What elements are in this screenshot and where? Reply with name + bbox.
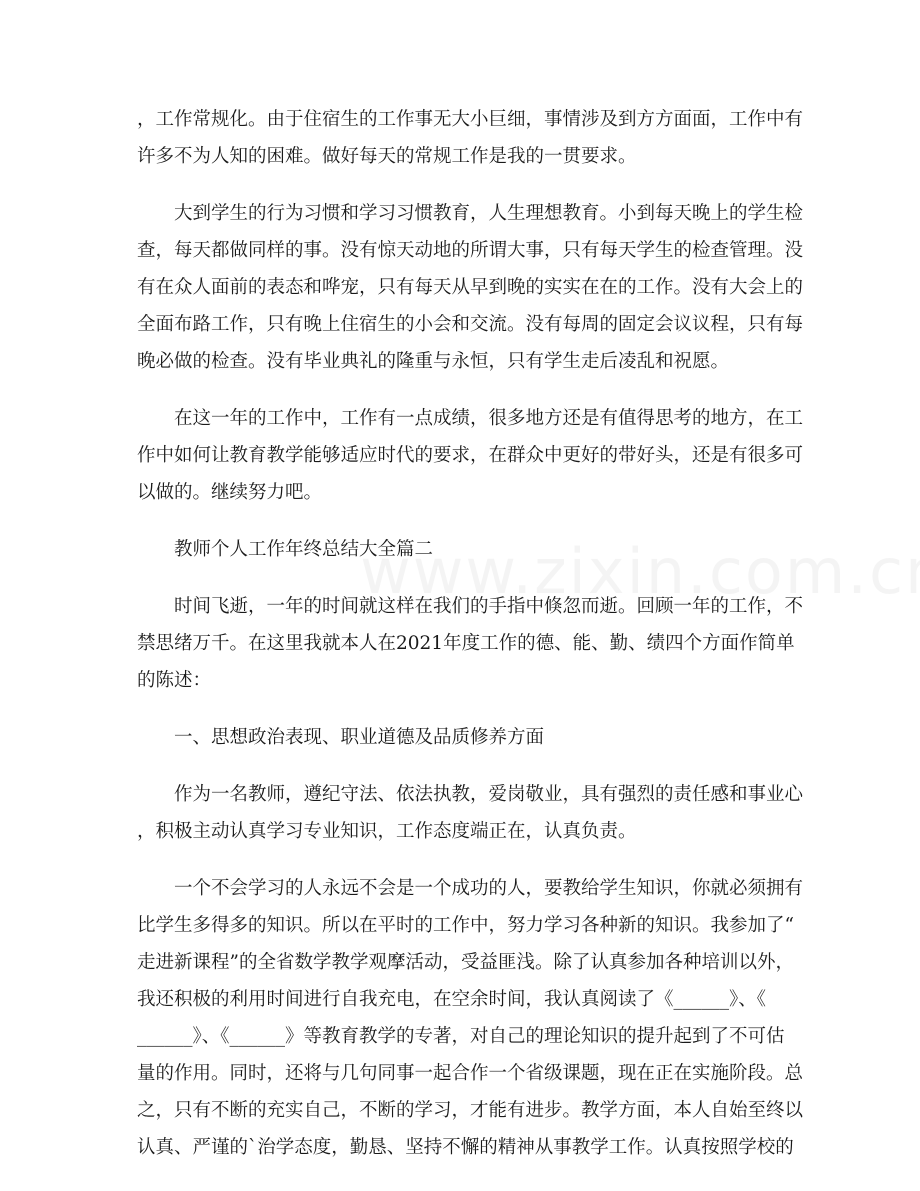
text-line: 的陈述： [137,670,212,691]
text-line: 我还积极的利用时间进行自我充电，在空余时间，我认真阅读了《______》、《 [137,989,767,1010]
text-line: 量的作用。同时，还将与几句同事一起合作一个省级课题，现在正在实施阶段。总 [137,1063,804,1084]
text-line: 走进新课程”的全省数学教学观摩活动，受益匪浅。除了认真参加各种培训以外， [137,952,794,973]
text-line: 有在众人面前的表态和哗宠，只有每天从早到晚的实实在在的工作。没有大会上的 [137,277,804,298]
text-line: 时间飞逝，一年的时间就这样在我们的手指中倏忽而逝。回顾一年的工作，不 [174,596,804,617]
paragraph [137,101,804,175]
text-line: ______》、《______》等教育教学的专著，对自己的理论知识的提升起到了不可估 [137,1026,785,1047]
text-line: 在这一年的工作中，工作有一点成绩，很多地方还是有值得思考的地方，在工 [174,408,804,429]
text-line: 之，只有不断的充实自己，不断的学习，才能有进步。教学方面，本人自始至终以 [137,1100,804,1121]
text-line: 认真、严谨的`治学态度，勤恳、坚持不懈的精神从事教学工作。认真按照学校的 [137,1137,794,1158]
section-heading [137,531,787,568]
text-line: 许多不为人知的困难。做好每天的常规工作是我的一贯要求。 [137,146,637,167]
text-line: 禁思绪万千。在这里我就本人在2021年度工作的德、能、勤、绩四个方面作简单 [137,633,795,654]
document-body [137,101,804,1186]
text-line: 教师个人工作年终总结大全篇二 [174,539,434,560]
paragraph [137,195,804,380]
paragraph [137,588,804,699]
paragraph [137,870,804,1166]
text-line: 一、思想政治表现、职业道德及品质修养方面 [174,727,545,748]
paragraph [137,776,804,850]
text-line: 一个不会学习的人永远不会是一个成功的人，要教给学生知识，你就必须拥有 [174,878,804,899]
text-line: 大到学生的行为习惯和学习习惯教育，人生理想教育。小到每天晚上的学生检 [174,203,804,224]
text-line: ，积极主动认真学习专业知识，工作态度端正在，认真负责。 [137,821,637,842]
text-line: 以做的。继续努力吧。 [137,482,323,503]
text-line: 作中如何让教育教学能够适应时代的要求，在群众中更好的带好头，还是有很多可 [137,445,804,466]
text-line: 晚必做的检查。没有毕业典礼的隆重与永恒，只有学生走后凌乱和祝愿。 [137,351,730,372]
text-line: 查，每天都做同样的事。没有惊天动地的所谓大事，只有每天学生的检查管理。没 [137,240,804,261]
text-line: ，工作常规化。由于住宿生的工作事无大小巨细，事情涉及到方方面面，工作中有 [137,109,804,130]
text-line: 作为一名教师，遵纪守法、依法执教，爱岗敬业，具有强烈的责任感和事业心 [174,784,804,805]
text-line: 比学生多得多的知识。所以在平时的工作中，努力学习各种新的知识。我参加了“ [137,915,794,936]
section-heading [137,719,787,756]
text-line: 全面布路工作，只有晚上住宿生的小会和交流。没有每周的固定会议议程，只有每 [137,314,804,335]
paragraph [137,400,804,511]
